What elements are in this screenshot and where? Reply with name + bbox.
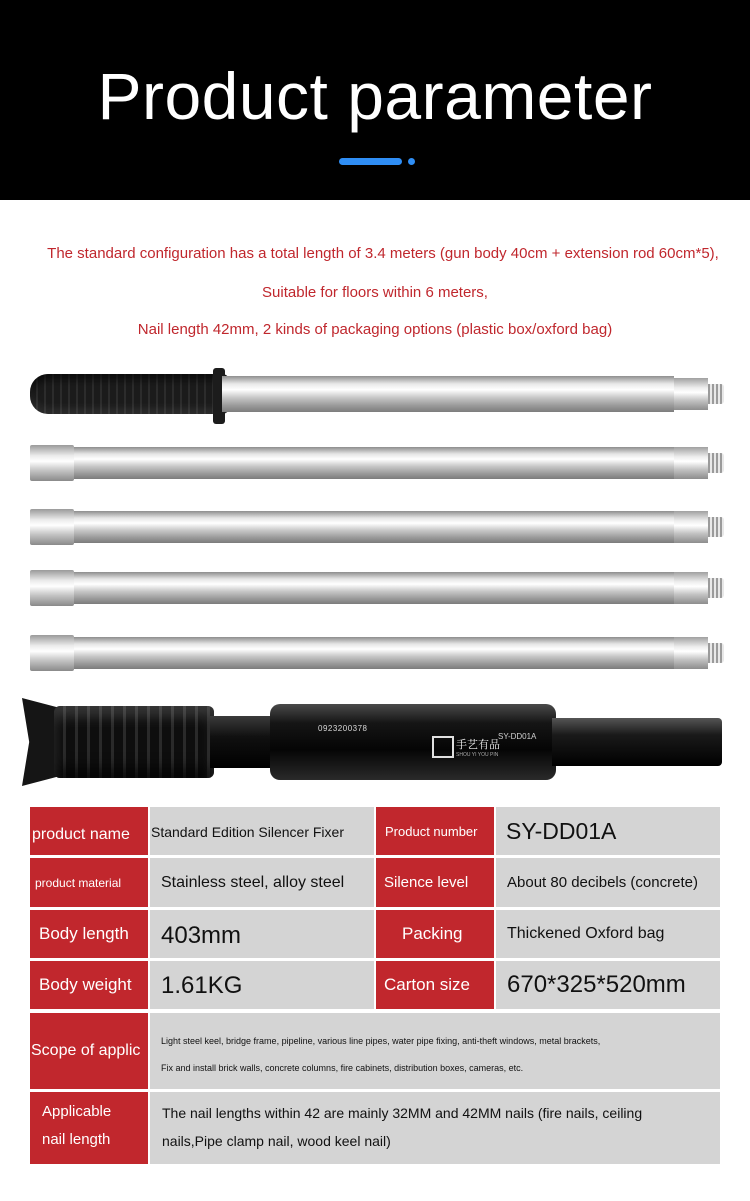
- rod-end-cap: [674, 378, 708, 410]
- fixer-model-mark: SY-DD01A: [498, 732, 537, 741]
- rod-thread: [708, 517, 724, 537]
- rod-end-cap: [674, 447, 708, 479]
- extension-rod-image: [30, 507, 730, 547]
- rod-socket: [30, 445, 74, 481]
- page-title: Product parameter: [97, 59, 653, 133]
- rod-thread: [708, 643, 724, 663]
- intro-line-1: The standard configuration has a total length of 3.4 meters (gun body 40cm + extension rod 60cm*5),: [47, 245, 719, 262]
- rod-body: [74, 511, 674, 543]
- rod-end-cap: [674, 637, 708, 669]
- rod-body: [74, 572, 674, 604]
- rod-body: [74, 637, 674, 669]
- value-silence: About 80 decibels (concrete): [496, 858, 720, 907]
- label-material: product material: [30, 858, 148, 907]
- nail-label-line-1: Applicable: [42, 1103, 112, 1120]
- fixer-brand-sub: SHOU YI YOU PIN: [456, 752, 499, 758]
- rod-end-cap: [674, 511, 708, 543]
- label-product-name: product name: [30, 807, 148, 855]
- value-product-number: SY-DD01A: [496, 807, 720, 855]
- rod-thread: [708, 384, 724, 404]
- gun-rod: [222, 376, 674, 412]
- scope-line-1: Light steel keel, bridge frame, pipeline, various line pipes, water pipe fixing, anti-theft windows, metal brackets,: [161, 1036, 601, 1046]
- intro-line-3: Nail length 42mm, 2 kinds of packaging options (plastic box/oxford bag): [137, 321, 613, 338]
- value-nail-length: [150, 1092, 720, 1164]
- nail-line-1: The nail lengths within 42 are mainly 32MM and 42MM nails (fire nails, ceiling: [162, 1105, 643, 1121]
- label-packing: Packing: [376, 910, 494, 958]
- rod-body: [74, 447, 674, 479]
- rod-socket: [30, 509, 74, 545]
- value-material: Stainless steel, alloy steel: [150, 858, 374, 907]
- title-underline-dot: [408, 158, 415, 165]
- parameter-table: [30, 807, 720, 1164]
- nail-line-2: nails,Pipe clamp nail, wood keel nail): [162, 1133, 391, 1149]
- fixer-head: [54, 706, 214, 778]
- fixer-body-image: [22, 694, 722, 790]
- fixer-barrel: [270, 704, 556, 780]
- label-product-number: Product number: [376, 807, 494, 855]
- value-product-name: Standard Edition Silencer Fixer: [150, 807, 374, 855]
- scope-line-2: Fix and install brick walls, concrete columns, fire cabinets, distribution boxes, cameras, etc.: [161, 1063, 524, 1073]
- label-body-weight: Body weight: [30, 961, 148, 1009]
- fixer-serial: 0923200378: [318, 724, 368, 733]
- fixer-tip: [552, 718, 722, 766]
- label-body-length: Body length: [30, 910, 148, 958]
- extension-rod-image: [30, 633, 730, 673]
- label-scope: Scope of applic: [30, 1013, 148, 1089]
- fixer-neck: [210, 716, 272, 768]
- label-silence: Silence level: [376, 858, 494, 907]
- rod-end-cap: [674, 572, 708, 604]
- nail-label-line-2: nail length: [42, 1131, 111, 1148]
- rod-thread: [708, 578, 724, 598]
- rubber-grip: [30, 374, 230, 414]
- header-banner: [0, 0, 750, 200]
- value-body-weight: 1.61KG: [150, 961, 374, 1009]
- label-nail-length: [30, 1092, 148, 1164]
- extension-rod-image: [30, 443, 730, 483]
- rod-socket: [30, 635, 74, 671]
- gun-body-image: [30, 368, 730, 424]
- value-packing: Thickened Oxford bag: [496, 910, 720, 958]
- brand-logo-icon: [432, 736, 454, 758]
- intro-line-2: Suitable for floors within 6 meters,: [262, 284, 488, 301]
- value-scope: [150, 1013, 720, 1089]
- title-underline: [339, 158, 402, 165]
- value-carton-size: 670*325*520mm: [496, 961, 720, 1009]
- rod-thread: [708, 453, 724, 473]
- fixer-brand: 手艺有品: [456, 738, 500, 751]
- extension-rod-image: [30, 568, 730, 608]
- label-carton-size: Carton size: [376, 961, 494, 1009]
- rod-socket: [30, 570, 74, 606]
- value-body-length: 403mm: [150, 910, 374, 958]
